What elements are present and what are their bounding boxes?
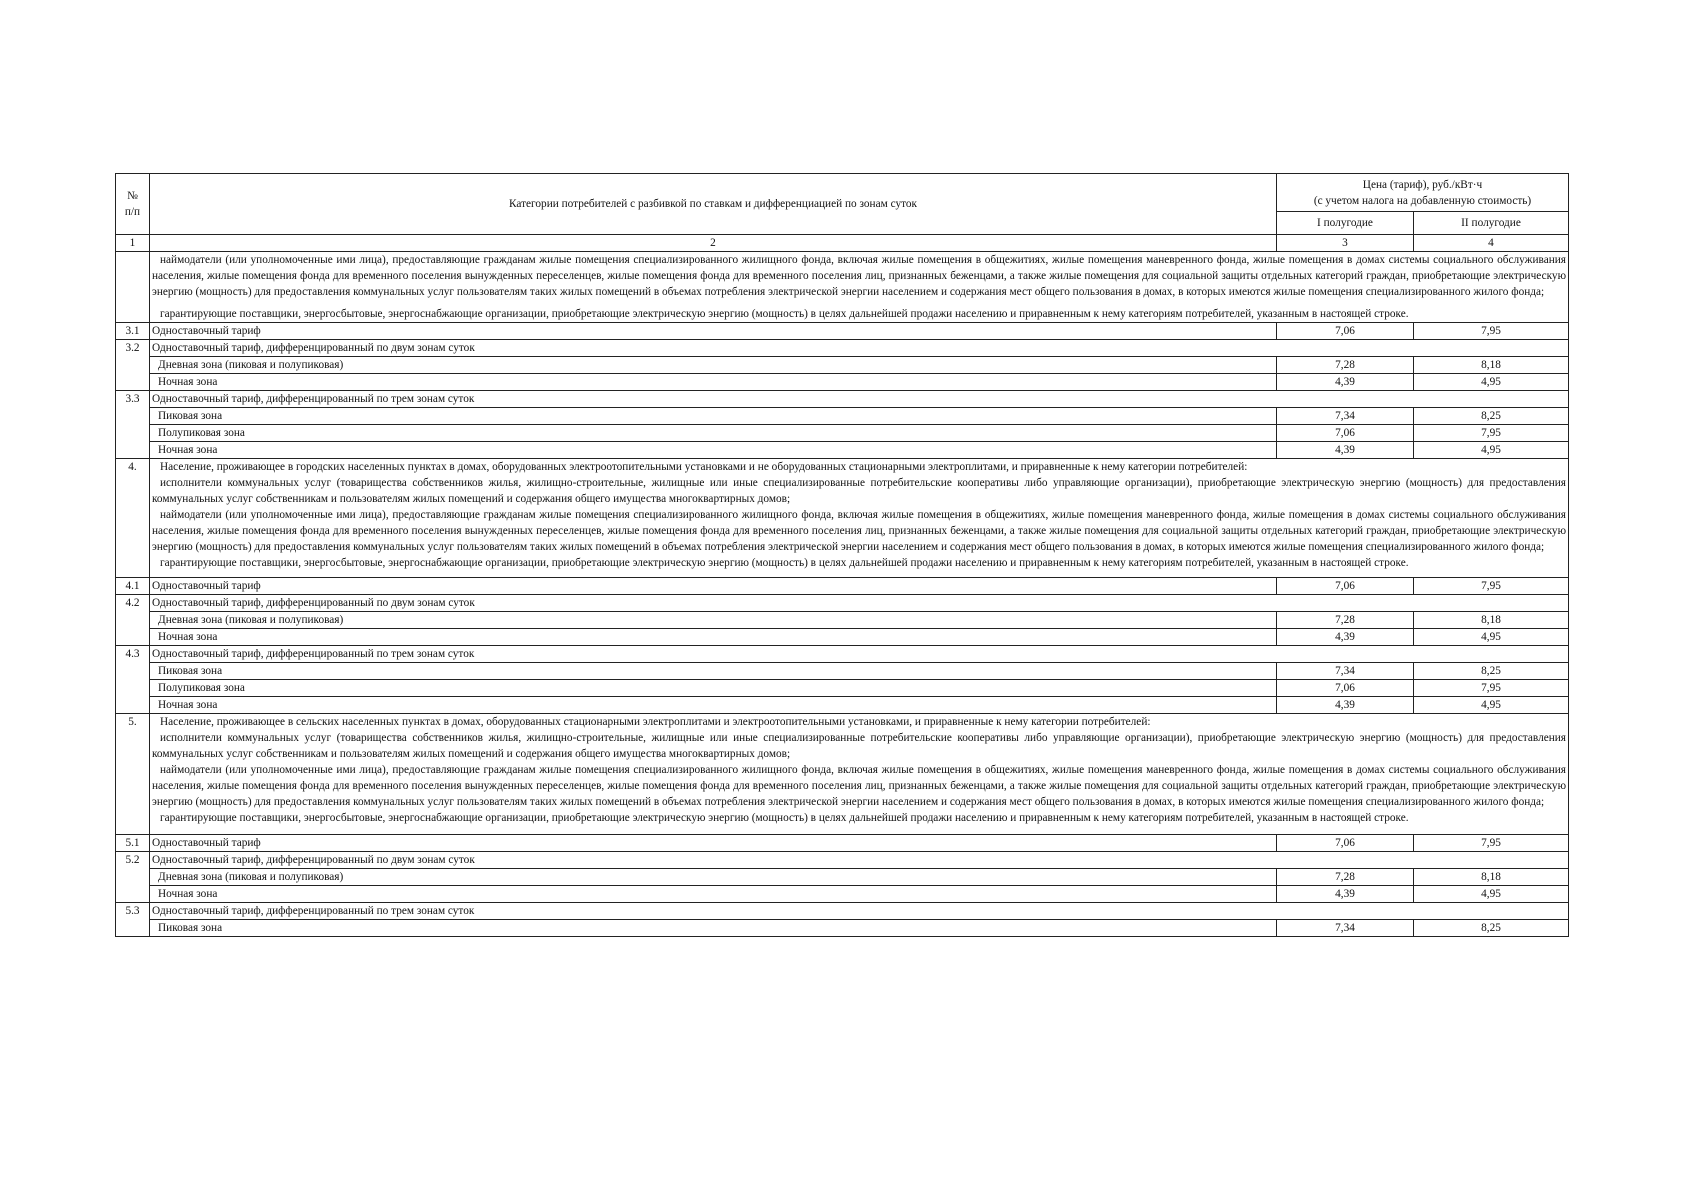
- price-half1: 4,39: [1277, 697, 1414, 714]
- row-label: Одноставочный тариф, дифференцированный по трем зонам суток: [150, 646, 1569, 663]
- row-num: 4.3: [116, 646, 150, 714]
- executors-text: исполнители коммунальных услуг (товарищества собственников жилья, жилищно-строительные, жилищные или иные специализированные потребительские кооперативы либо управляющие организации), приобретающие электрическую энергию (мощность) для предоставления коммунальных услуг собственникам и пользователям жилых помещений и содержания общего имущества многоквартирных домов;: [152, 732, 1567, 760]
- row-label: Пиковая зона: [150, 408, 1277, 425]
- price-half1: 7,06: [1277, 835, 1414, 852]
- table-row: [116, 680, 1569, 697]
- header-category: Категории потребителей с разбивкой по ставкам и дифференциацией по зонам суток: [150, 174, 1277, 235]
- price-half2: 7,95: [1414, 323, 1569, 340]
- header-price-line2: (с учетом налога на добавленную стоимость): [1313, 194, 1532, 207]
- table-row: [116, 425, 1569, 442]
- row-num: 5.: [116, 714, 150, 835]
- row-label: Ночная зона: [150, 697, 1277, 714]
- price-half2: 7,95: [1414, 425, 1569, 442]
- price-half2: 8,18: [1414, 869, 1569, 886]
- header-price: [1277, 174, 1569, 212]
- price-half1: 7,34: [1277, 408, 1414, 425]
- row-label: Одноставочный тариф: [150, 578, 1277, 595]
- row-label: Ночная зона: [150, 629, 1277, 646]
- price-half2: 8,25: [1414, 408, 1569, 425]
- row-num: 5.1: [116, 835, 150, 852]
- price-half2: 7,95: [1414, 578, 1569, 595]
- row-label: Дневная зона (пиковая и полупиковая): [150, 612, 1277, 629]
- landlords-text: наймодатели (или уполномоченные ими лица), предоставляющие гражданам жилые помещения специализированного жилищного фонда, включая жилые помещения в общежитиях, жилые помещения маневренного фонда, жилые помещения в домах системы социального обслуживания населения, жилые помещения фонда для временного поселения вынужденных переселенцев, жилые помещения фонда для временного поселения лиц, признанных беженцами, а также жилые помещения для социальной защиты отдельных категорий граждан, приобретающие электрическую энергию (мощность) для предоставления коммунальных услуг пользователям таких жилых помещений в объемах потребления электрической энергии населением и содержания мест общего пользования в домах, в которых имеются жилые помещения специализированного жилого фонда;: [152, 509, 1567, 553]
- row-num: 5.2: [116, 852, 150, 903]
- section-title: Население, проживающее в городских населенных пунктах в домах, оборудованных электроотопительными установками и не оборудованных стационарными электроплитами, и приравненные к нему категории потребителей:: [160, 461, 1248, 473]
- row-label: Одноставочный тариф, дифференцированный по двум зонам суток: [150, 852, 1569, 869]
- row-label: Полупиковая зона: [150, 425, 1277, 442]
- price-half1: 7,06: [1277, 425, 1414, 442]
- section-title: Население, проживающее в сельских населенных пунктах в домах, оборудованных стационарными электроплитами и электроотопительными установками, и приравненные к нему категории потребителей:: [160, 716, 1151, 728]
- price-half1: 7,06: [1277, 680, 1414, 697]
- table-row: [116, 697, 1569, 714]
- section-description: [150, 459, 1569, 578]
- tariff-table: [115, 173, 1569, 937]
- header-half2: II полугодие: [1414, 212, 1569, 235]
- row-num: 3.3: [116, 391, 150, 459]
- row-num: 3.2: [116, 340, 150, 391]
- table-row: [116, 835, 1569, 852]
- table-row: [116, 323, 1569, 340]
- price-half2: 7,95: [1414, 680, 1569, 697]
- table-index-row: [116, 235, 1569, 252]
- price-half2: 8,25: [1414, 920, 1569, 937]
- price-half1: 7,34: [1277, 920, 1414, 937]
- row-label: Одноставочный тариф, дифференцированный по трем зонам суток: [150, 391, 1569, 408]
- price-half1: 7,28: [1277, 869, 1414, 886]
- table-row: [116, 595, 1569, 612]
- row-label: Одноставочный тариф: [150, 835, 1277, 852]
- price-half2: 4,95: [1414, 442, 1569, 459]
- table-row: [116, 920, 1569, 937]
- row-label: Одноставочный тариф, дифференцированный по двум зонам суток: [150, 340, 1569, 357]
- row-label: Одноставочный тариф: [150, 323, 1277, 340]
- price-half1: 7,06: [1277, 323, 1414, 340]
- row-num: 5.3: [116, 903, 150, 937]
- index-cell: 3: [1277, 235, 1414, 252]
- section-description: [150, 714, 1569, 835]
- price-half2: 8,25: [1414, 663, 1569, 680]
- row-label: Ночная зона: [150, 442, 1277, 459]
- table-row: [116, 357, 1569, 374]
- header-num: № п/п: [116, 174, 150, 235]
- price-half1: 4,39: [1277, 629, 1414, 646]
- section-text-row: [116, 459, 1569, 578]
- suppliers-text: гарантирующие поставщики, энергосбытовые, энергоснабжающие организации, приобретающие электрическую энергию (мощность) в целях дальнейшей продажи населению и приравненным к нему категориям потребителей, указанным в настоящей строке.: [160, 812, 1409, 824]
- row-num: 4.: [116, 459, 150, 578]
- row-label: Ночная зона: [150, 374, 1277, 391]
- table-row: [116, 612, 1569, 629]
- price-half2: 4,95: [1414, 374, 1569, 391]
- price-half2: 4,95: [1414, 697, 1569, 714]
- price-half1: 7,28: [1277, 357, 1414, 374]
- price-half2: 8,18: [1414, 612, 1569, 629]
- suppliers-text: гарантирующие поставщики, энергосбытовые, энергоснабжающие организации, приобретающие электрическую энергию (мощность) в целях дальнейшей продажи населению и приравненным к нему категориям потребителей, указанным в настоящей строке.: [160, 557, 1409, 569]
- row-label: Пиковая зона: [150, 920, 1277, 937]
- table-row: [116, 663, 1569, 680]
- row-num: 3.1: [116, 323, 150, 340]
- row-label: Полупиковая зона: [150, 680, 1277, 697]
- executors-text: исполнители коммунальных услуг (товарищества собственников жилья, жилищно-строительные, жилищные или иные специализированные потребительские кооперативы либо управляющие организации), приобретающие электрическую энергию (мощность) для предоставления коммунальных услуг собственникам и пользователям жилых помещений и содержания общего имущества многоквартирных домов;: [152, 477, 1567, 505]
- row-label: Одноставочный тариф, дифференцированный по трем зонам суток: [150, 903, 1569, 920]
- price-half2: 4,95: [1414, 886, 1569, 903]
- section-text-row: [116, 714, 1569, 835]
- table-row: [116, 629, 1569, 646]
- suppliers-text: гарантирующие поставщики, энергосбытовые, энергоснабжающие организации, приобретающие электрическую энергию (мощность) в целях дальнейшей продажи населению и приравненным к нему категориям потребителей, указанным в настоящей строке.: [160, 308, 1409, 320]
- row-label: Дневная зона (пиковая и полупиковая): [150, 869, 1277, 886]
- row-label: Дневная зона (пиковая и полупиковая): [150, 357, 1277, 374]
- index-cell: 2: [150, 235, 1277, 252]
- row-num: 4.1: [116, 578, 150, 595]
- price-half1: 4,39: [1277, 442, 1414, 459]
- row-label: Ночная зона: [150, 886, 1277, 903]
- price-half1: 4,39: [1277, 374, 1414, 391]
- price-half1: 7,06: [1277, 578, 1414, 595]
- table-row: [116, 869, 1569, 886]
- table-row: [116, 646, 1569, 663]
- table-row: [116, 578, 1569, 595]
- table-header-row: [116, 174, 1569, 212]
- price-half2: 4,95: [1414, 629, 1569, 646]
- landlords-text: наймодатели (или уполномоченные ими лица), предоставляющие гражданам жилые помещения специализированного жилищного фонда, включая жилые помещения в общежитиях, жилые помещения маневренного фонда, жилые помещения в домах системы социального обслуживания населения, жилые помещения фонда для временного поселения вынужденных переселенцев, жилые помещения фонда для временного поселения лиц, признанных беженцами, а также жилые помещения для социальной защиты отдельных категорий граждан, приобретающие электрическую энергию (мощность) для предоставления коммунальных услуг пользователям таких жилых помещений в объемах потребления электрической энергии населением и содержания мест общего пользования в домах, в которых имеются жилые помещения специализированного жилого фонда;: [152, 764, 1567, 808]
- price-half1: 7,34: [1277, 663, 1414, 680]
- table-row: [116, 442, 1569, 459]
- table-row: [116, 903, 1569, 920]
- row-num: 4.2: [116, 595, 150, 646]
- header-half1: I полугодие: [1277, 212, 1414, 235]
- section-text-row: [116, 252, 1569, 323]
- price-half1: 7,28: [1277, 612, 1414, 629]
- table-row: [116, 391, 1569, 408]
- landlords-text: наймодатели (или уполномоченные ими лица), предоставляющие гражданам жилые помещения специализированного жилищного фонда, включая жилые помещения в общежитиях, жилые помещения маневренного фонда, жилые помещения в домах системы социального обслуживания населения, жилые помещения фонда для временного поселения вынужденных переселенцев, жилые помещения фонда для временного поселения лиц, признанных беженцами, а также жилые помещения для социальной защиты отдельных категорий граждан, приобретающие электрическую энергию (мощность) для предоставления коммунальных услуг пользователям таких жилых помещений в объемах потребления электрической энергии населением и содержания мест общего пользования в домах, в которых имеются жилые помещения специализированного жилого фонда;: [152, 254, 1567, 298]
- table-row: [116, 886, 1569, 903]
- row-label: Одноставочный тариф, дифференцированный по двум зонам суток: [150, 595, 1569, 612]
- table-row: [116, 408, 1569, 425]
- header-price-line1: Цена (тариф), руб./кВт·ч: [1362, 178, 1483, 191]
- price-half2: 8,18: [1414, 357, 1569, 374]
- price-half1: 4,39: [1277, 886, 1414, 903]
- row-num: [116, 252, 150, 323]
- index-cell: 4: [1414, 235, 1569, 252]
- price-half2: 7,95: [1414, 835, 1569, 852]
- row-label: Пиковая зона: [150, 663, 1277, 680]
- table-row: [116, 340, 1569, 357]
- section-description: [150, 252, 1569, 323]
- index-cell: 1: [116, 235, 150, 252]
- table-row: [116, 374, 1569, 391]
- table-row: [116, 852, 1569, 869]
